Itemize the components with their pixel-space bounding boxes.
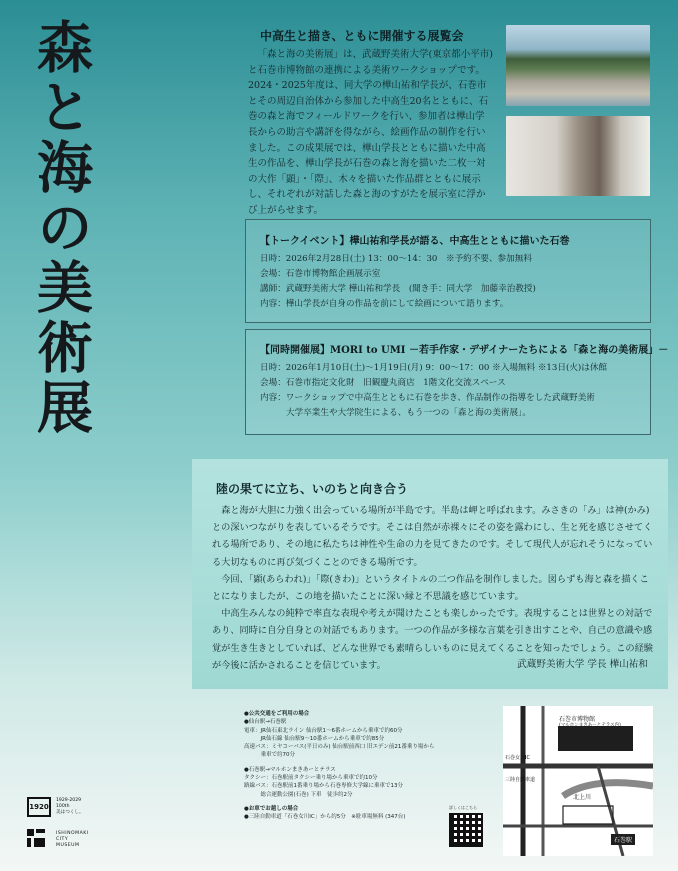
concurrent-event-venue: 会場：石巻市指定文化財 旧観慶丸商店 1階文化交流スペース xyxy=(260,378,506,388)
map-river-label: 北上川 xyxy=(573,794,592,801)
concurrent-event-box xyxy=(245,329,669,435)
anniversary-logo: 1920 xyxy=(27,797,51,817)
talk-event-box xyxy=(245,219,651,323)
coast-photo xyxy=(506,25,650,106)
access-line: ●石巻駅→マルホンまきあーとテラス xyxy=(244,766,336,773)
museum-logo-text xyxy=(56,831,89,849)
access-line: JR仙石線 仙台駅9～10番ホームから乗車で約85分 xyxy=(244,735,385,742)
access-line: ●仙台駅→石巻駅 xyxy=(244,719,287,726)
message-paragraph: 今回、「顕(あらわれ)」「際(きわ)」というタイトルの二つ作品を制作しました。図らずも海と森を描くことになりましたが、この地を描いたことに深い縁と不思議を感じています。 xyxy=(212,573,649,603)
workshop-photo xyxy=(506,116,650,196)
anniversary-line: 100th xyxy=(56,804,70,809)
concurrent-event-content-1: 内容：ワークショップで中高生とともに石巻を歩き、作品制作の指導をした武蔵野美術 xyxy=(260,393,595,403)
access-line: タクシー：石巻駅前タクシー乗り場から乗車で約10分 xyxy=(244,775,378,782)
map-station-label: 石巻駅 xyxy=(611,834,635,845)
talk-event-speaker: 講師：武蔵野美術大学 樺山祐和学長 (聞き手：同大学 加藤幸治教授) xyxy=(260,284,536,294)
qr-code[interactable] xyxy=(449,813,483,847)
museum-logo-line: ISHINOMAKI xyxy=(56,831,89,836)
anniversary-text xyxy=(56,798,84,816)
talk-event-date: 日時：2026年2月28日(土) 13：00～14：30 ※予約不要、参加無料 xyxy=(260,254,532,264)
anniversary-line: 1929-2029 xyxy=(56,798,82,803)
map-museum-label: 石巻市博物館 xyxy=(559,716,596,723)
access-line: 路線バス：石巻駅前1番乗り場から石巻専修大学線に乗車で13分 xyxy=(244,783,403,790)
qr-caption: 詳しくはこちら xyxy=(449,805,477,810)
access-car-heading: ●お車でお越しの場合 xyxy=(244,805,299,812)
access-line: 総合運動公園(石巻) 下車 徒歩約2分 xyxy=(244,791,353,798)
concurrent-event-content-2: 大学卒業生や大学院生による、もう一つの「森と海の美術展」。 xyxy=(286,408,531,418)
talk-event-venue: 会場：石巻市博物館企画展示室 xyxy=(260,269,381,279)
concurrent-event-heading: 【同時開催展】MORI to UMI －若手作家・デザイナーたちによる「森と海の美術展」－ xyxy=(260,345,669,356)
access-line: 高速バス：ミヤコーバス(平日のみ) 仙台駅前西口 旧エデン前21番乗り場から xyxy=(244,744,435,751)
access-car-line: ●三陸自動車道「石巻女川IC」から約5分 ※駐車場無料 (347台) xyxy=(244,814,406,821)
museum-logo-line: CITY xyxy=(56,837,69,842)
access-line: 乗車で約70分 xyxy=(244,752,295,759)
anniversary-line: 美はつくし。 xyxy=(56,810,84,815)
message-heading: 陸の果てに立ち、いのちと向き合う xyxy=(216,482,409,496)
access-public-heading: ●公共交通をご利用の場合 xyxy=(244,711,310,717)
page-title: 森と海の美術展 xyxy=(28,18,94,438)
access-map xyxy=(503,706,653,856)
message-body xyxy=(212,502,656,674)
access-line: 電車：JR仙石東北ライン 仙台駅1～6番ホームから乗車で約60分 xyxy=(244,727,403,734)
intro-heading: 中高生と描き、ともに開催する展覧会 xyxy=(260,29,464,43)
intro-body: 「森と海の美術展」は、武蔵野美術大学(東京都小平市)と石巻市博物館の連携による美術ワークショップです。2024・2025年度は、同大学の樺山祐和学長が、石巻市とその周辺自治体から参加した中高生20名とともに、石巻の森と海でフィールドワークを行い、参加者は樺山学長からの助言や講評を得ながら、絵画作品の制作を行いました。この成果展では、樺山学長とともに描いた中高生の作品を、樺山学長が石巻の森と海を描いた二枚一対の大作「顕」・「際」、木々を描いた作品群とともに展示し、それぞれが対話した森と海のすがたを展示室に浮かび上がらせます。 xyxy=(248,49,493,216)
message-paragraph: 中高生みんなの純粋で率直な表現や考えが聞けたことも楽しかったです。表現することは世界との対話であり、同時に自分自身との対話でもあります。一つの作品が多様な言葉を引き出すことや、自己の意識や感覚が生き生きとしていれば、どんな世界でも素晴らしいものに見えてくることを知ったでしょう。この経験が今後に活かされることを信じています。 xyxy=(212,608,653,671)
message-signature: 武蔵野美術大学 学長 樺山祐和 xyxy=(517,659,648,670)
map-museum-sub: (マルホンまきあーとテラス内) xyxy=(559,723,621,728)
map-ic-label: 石巻女川IC xyxy=(505,755,530,761)
museum-logo-line: MUSEUM xyxy=(56,843,80,848)
talk-event-content: 内容：樺山学長が自身の作品を前にして絵画について語ります。 xyxy=(260,299,509,309)
museum-logo-icon xyxy=(27,829,45,847)
map-highway-label: 三陸自動車道 xyxy=(505,777,536,783)
message-paragraph: 森と海が大胆に力強く出会っている場所が半島です。半島は岬と呼ばれます。みさきの「み」は神(かみ)との深いつながりを表しているそうです。そこは自然が赤裸々にその姿を露わにし、生と死を感じさせてくれる場所であり、その地に私たちは神性や生命の力を見てきたのです。そして現代人が忘れそうになっている大切なものに再び気づくことのできる場所です。 xyxy=(212,505,653,568)
concurrent-event-date: 日時：2026年1月10日(土)～1月19日(月) 9：00～17：00 ※入場無料 ※13日(火)は休館 xyxy=(260,363,608,373)
talk-event-heading: 【トークイベント】樺山祐和学長が語る、中高生とともに描いた石巻 xyxy=(260,236,570,247)
message-panel xyxy=(192,459,668,689)
